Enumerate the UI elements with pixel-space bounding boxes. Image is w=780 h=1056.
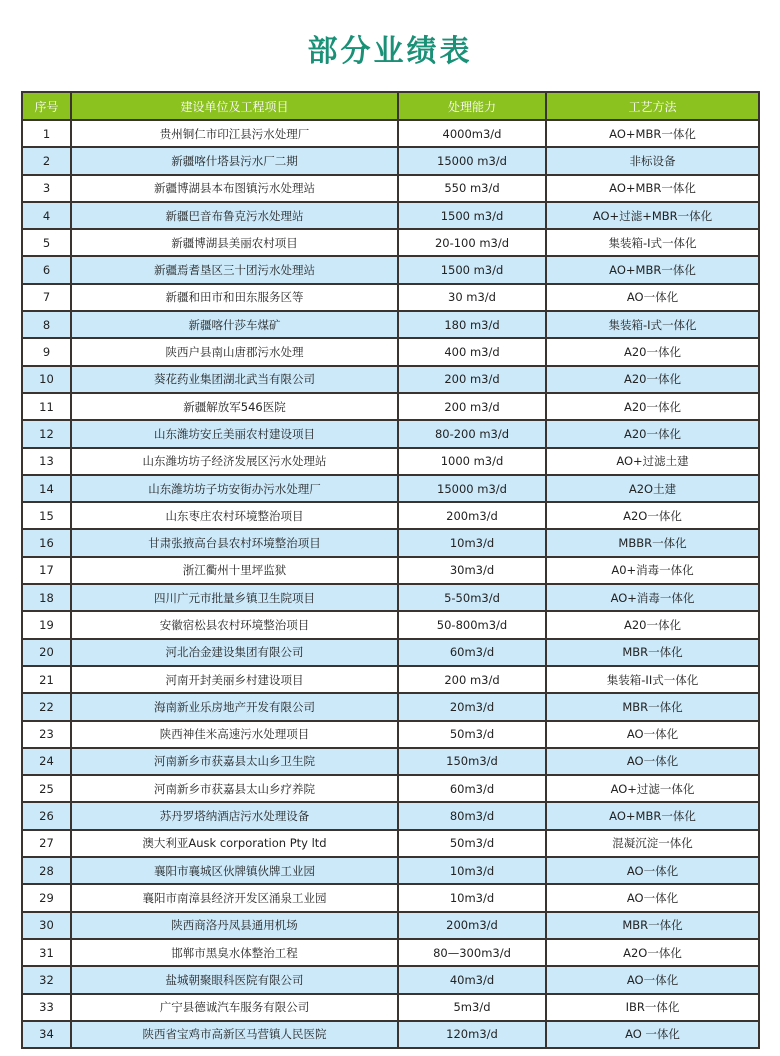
cell-process: AO+MBR一体化: [546, 175, 759, 202]
table-header-row: [22, 92, 759, 120]
cell-capacity: 200m3/d: [398, 912, 546, 939]
table-row: [22, 994, 759, 1021]
cell-process: A2O土建: [546, 475, 759, 502]
cell-capacity: 10m3/d: [398, 529, 546, 556]
table-row: [22, 775, 759, 802]
cell-project: 新疆博湖县美丽农村项目: [71, 229, 398, 256]
cell-no: 20: [22, 639, 71, 666]
table-row: [22, 420, 759, 447]
cell-capacity: 60m3/d: [398, 775, 546, 802]
table-row: [22, 939, 759, 966]
cell-project: 山东枣庄农村环境整治项目: [71, 502, 398, 529]
cell-no: 14: [22, 475, 71, 502]
cell-process: A2O一体化: [546, 502, 759, 529]
cell-no: 3: [22, 175, 71, 202]
cell-no: 29: [22, 884, 71, 911]
cell-no: 15: [22, 502, 71, 529]
cell-no: 2: [22, 147, 71, 174]
cell-no: 22: [22, 693, 71, 720]
cell-process: AO一体化: [546, 857, 759, 884]
cell-capacity: 200 m3/d: [398, 366, 546, 393]
cell-capacity: 50-800m3/d: [398, 611, 546, 638]
cell-no: 1: [22, 120, 71, 147]
cell-no: 18: [22, 584, 71, 611]
cell-process: MBR一体化: [546, 912, 759, 939]
cell-project: 陕西神佳米高速污水处理项目: [71, 721, 398, 748]
cell-project: 山东潍坊坊子经济发展区污水处理站: [71, 448, 398, 475]
cell-project: 苏丹罗塔纳酒店污水处理设备: [71, 802, 398, 829]
cell-process: MBR一体化: [546, 639, 759, 666]
cell-process: AO+MBR一体化: [546, 120, 759, 147]
cell-project: 陕西省宝鸡市高新区马营镇人民医院: [71, 1021, 398, 1048]
cell-process: AO一体化: [546, 284, 759, 311]
cell-project: 新疆巴音布鲁克污水处理站: [71, 202, 398, 229]
cell-process: 集装箱-I式一体化: [546, 229, 759, 256]
table-row: [22, 448, 759, 475]
header-no: 序号: [22, 92, 71, 120]
table-row: [22, 338, 759, 365]
cell-capacity: 15000 m3/d: [398, 147, 546, 174]
table-body: [22, 120, 759, 1048]
table-row: [22, 529, 759, 556]
cell-project: 海南新业乐房地产开发有限公司: [71, 693, 398, 720]
table-row: [22, 311, 759, 338]
cell-no: 31: [22, 939, 71, 966]
cell-process: A20一体化: [546, 393, 759, 420]
table-row: [22, 693, 759, 720]
cell-capacity: 60m3/d: [398, 639, 546, 666]
cell-process: 非标设备: [546, 147, 759, 174]
table-row: [22, 884, 759, 911]
cell-capacity: 10m3/d: [398, 884, 546, 911]
table-row: [22, 366, 759, 393]
table-row: [22, 584, 759, 611]
cell-process: IBR一体化: [546, 994, 759, 1021]
cell-no: 34: [22, 1021, 71, 1048]
table-row: [22, 830, 759, 857]
table-row: [22, 611, 759, 638]
cell-process: A20一体化: [546, 366, 759, 393]
cell-project: 陕西商洛丹凤县通用机场: [71, 912, 398, 939]
cell-no: 6: [22, 256, 71, 283]
table-row: [22, 393, 759, 420]
table-row: [22, 912, 759, 939]
cell-capacity: 30m3/d: [398, 557, 546, 584]
cell-project: 新疆解放军546医院: [71, 393, 398, 420]
cell-process: 混凝沉淀一体化: [546, 830, 759, 857]
cell-no: 19: [22, 611, 71, 638]
cell-project: 河北冶金建设集团有限公司: [71, 639, 398, 666]
table-row: [22, 229, 759, 256]
table-row: [22, 202, 759, 229]
cell-no: 23: [22, 721, 71, 748]
cell-capacity: 1000 m3/d: [398, 448, 546, 475]
cell-no: 25: [22, 775, 71, 802]
table-row: [22, 175, 759, 202]
cell-project: 河南新乡市获嘉县太山乡卫生院: [71, 748, 398, 775]
page-title: 部分业绩表: [307, 34, 473, 69]
cell-project: 浙江衢州十里坪监狱: [71, 557, 398, 584]
cell-process: A0+消毒一体化: [546, 557, 759, 584]
cell-project: 新疆喀什塔县污水厂二期: [71, 147, 398, 174]
cell-process: AO一体化: [546, 721, 759, 748]
cell-no: 16: [22, 529, 71, 556]
table-row: [22, 284, 759, 311]
performance-table: [21, 91, 760, 1049]
cell-capacity: 1500 m3/d: [398, 202, 546, 229]
table-row: [22, 1021, 759, 1048]
cell-capacity: 150m3/d: [398, 748, 546, 775]
cell-capacity: 30 m3/d: [398, 284, 546, 311]
cell-project: 邯郸市黑臭水体整治工程: [71, 939, 398, 966]
cell-project: 新疆焉耆垦区三十团污水处理站: [71, 256, 398, 283]
cell-capacity: 80—300m3/d: [398, 939, 546, 966]
table-row: [22, 748, 759, 775]
cell-process: A20一体化: [546, 338, 759, 365]
cell-project: 盐城朝聚眼科医院有限公司: [71, 966, 398, 993]
cell-project: 河南新乡市获嘉县太山乡疗养院: [71, 775, 398, 802]
cell-no: 5: [22, 229, 71, 256]
cell-project: 甘肃张掖高台县农村环境整治项目: [71, 529, 398, 556]
cell-no: 24: [22, 748, 71, 775]
cell-capacity: 15000 m3/d: [398, 475, 546, 502]
header-capacity: 处理能力: [398, 92, 546, 120]
cell-process: AO+MBR一体化: [546, 256, 759, 283]
cell-process: AO一体化: [546, 884, 759, 911]
cell-process: MBBR一体化: [546, 529, 759, 556]
cell-project: 贵州铜仁市印江县污水处理厂: [71, 120, 398, 147]
cell-no: 30: [22, 912, 71, 939]
table-row: [22, 857, 759, 884]
cell-capacity: 5m3/d: [398, 994, 546, 1021]
table-row: [22, 147, 759, 174]
cell-capacity: 50m3/d: [398, 830, 546, 857]
cell-capacity: 4000m3/d: [398, 120, 546, 147]
cell-capacity: 50m3/d: [398, 721, 546, 748]
cell-process: AO 一体化: [546, 1021, 759, 1048]
table-row: [22, 639, 759, 666]
table-row: [22, 256, 759, 283]
cell-project: 山东潍坊坊子坊安街办污水处理厂: [71, 475, 398, 502]
table-row: [22, 721, 759, 748]
cell-process: 集装箱-I式一体化: [546, 311, 759, 338]
table-row: [22, 120, 759, 147]
cell-project: 山东潍坊安丘美丽农村建设项目: [71, 420, 398, 447]
cell-capacity: 20m3/d: [398, 693, 546, 720]
cell-capacity: 120m3/d: [398, 1021, 546, 1048]
cell-no: 26: [22, 802, 71, 829]
cell-process: A20一体化: [546, 420, 759, 447]
cell-capacity: 180 m3/d: [398, 311, 546, 338]
cell-no: 21: [22, 666, 71, 693]
cell-capacity: 200 m3/d: [398, 393, 546, 420]
cell-no: 27: [22, 830, 71, 857]
cell-project: 河南开封美丽乡村建设项目: [71, 666, 398, 693]
cell-capacity: 1500 m3/d: [398, 256, 546, 283]
cell-project: 安徽宿松县农村环境整治项目: [71, 611, 398, 638]
cell-capacity: 200 m3/d: [398, 666, 546, 693]
cell-no: 9: [22, 338, 71, 365]
table-row: [22, 966, 759, 993]
cell-capacity: 5-50m3/d: [398, 584, 546, 611]
cell-project: 陕西户县南山唐郡污水处理: [71, 338, 398, 365]
cell-no: 13: [22, 448, 71, 475]
table-row: [22, 502, 759, 529]
table-row: [22, 475, 759, 502]
cell-no: 32: [22, 966, 71, 993]
cell-project: 澳大利亚Ausk corporation Pty ltd: [71, 830, 398, 857]
cell-capacity: 80m3/d: [398, 802, 546, 829]
header-process: 工艺方法: [546, 92, 759, 120]
cell-project: 广宁县德诚汽车服务有限公司: [71, 994, 398, 1021]
cell-no: 10: [22, 366, 71, 393]
cell-process: AO+MBR一体化: [546, 802, 759, 829]
cell-capacity: 80-200 m3/d: [398, 420, 546, 447]
cell-no: 4: [22, 202, 71, 229]
cell-process: A20一体化: [546, 611, 759, 638]
cell-no: 8: [22, 311, 71, 338]
cell-capacity: 400 m3/d: [398, 338, 546, 365]
cell-process: AO+消毒一体化: [546, 584, 759, 611]
cell-project: 葵花药业集团湖北武当有限公司: [71, 366, 398, 393]
table-row: [22, 802, 759, 829]
cell-process: AO+过滤+MBR一体化: [546, 202, 759, 229]
header-project: 建设单位及工程项目: [71, 92, 398, 120]
cell-no: 33: [22, 994, 71, 1021]
cell-process: A2O一体化: [546, 939, 759, 966]
cell-no: 7: [22, 284, 71, 311]
cell-process: AO+过滤土建: [546, 448, 759, 475]
cell-capacity: 40m3/d: [398, 966, 546, 993]
cell-project: 襄阳市南漳县经济开发区涌泉工业园: [71, 884, 398, 911]
cell-no: 17: [22, 557, 71, 584]
cell-process: MBR一体化: [546, 693, 759, 720]
cell-process: AO+过滤一体化: [546, 775, 759, 802]
cell-capacity: 550 m3/d: [398, 175, 546, 202]
cell-no: 28: [22, 857, 71, 884]
cell-process: AO一体化: [546, 748, 759, 775]
cell-no: 12: [22, 420, 71, 447]
table-row: [22, 557, 759, 584]
cell-project: 新疆喀什莎车煤矿: [71, 311, 398, 338]
cell-capacity: 20-100 m3/d: [398, 229, 546, 256]
cell-capacity: 10m3/d: [398, 857, 546, 884]
cell-project: 四川广元市批量乡镇卫生院项目: [71, 584, 398, 611]
cell-process: AO一体化: [546, 966, 759, 993]
cell-capacity: 200m3/d: [398, 502, 546, 529]
cell-project: 新疆和田市和田东服务区等: [71, 284, 398, 311]
cell-project: 襄阳市襄城区伙牌镇伙牌工业园: [71, 857, 398, 884]
cell-no: 11: [22, 393, 71, 420]
table-row: [22, 666, 759, 693]
cell-process: 集装箱-II式一体化: [546, 666, 759, 693]
cell-project: 新疆博湖县本布图镇污水处理站: [71, 175, 398, 202]
